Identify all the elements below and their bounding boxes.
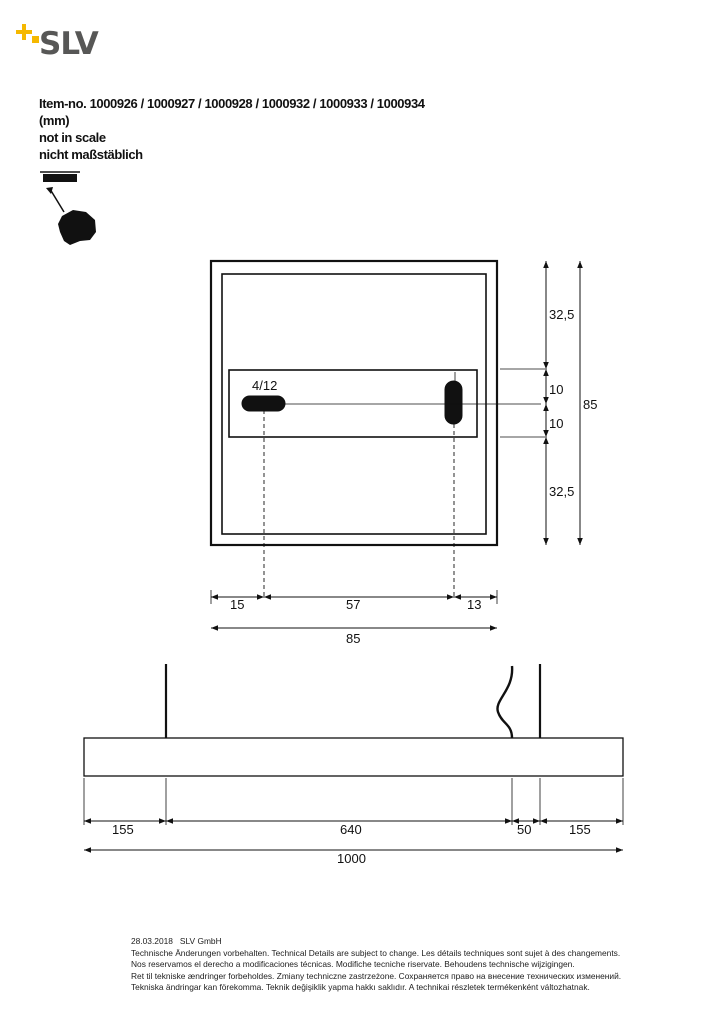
front-view	[211, 261, 545, 604]
hole-label: 4/12	[252, 378, 278, 393]
dim-mid-upper-10: 10	[549, 382, 564, 397]
not-to-scale-de-label: nicht maßstäblich	[39, 147, 143, 162]
unit-label: (mm)	[39, 113, 70, 128]
footer-company: SLV GmbH	[179, 936, 222, 946]
footer	[131, 936, 701, 994]
dim-side-50: 50	[517, 822, 532, 837]
item-number: Item-no. 1000926 / 1000927 / 1000928 / 1000932 / 1000933 / 1000934	[39, 96, 425, 111]
footer-line: Tekniska ändringar kan förekomma. Teknik değişiklik yapma hakkı saklıdır. A technikai részletek termékenként változhatnak.	[131, 982, 590, 993]
mounting-slot-vertical	[445, 381, 462, 424]
mounting-icon	[40, 172, 96, 245]
logo-text: SLV	[39, 26, 98, 62]
dim-side-left-155: 155	[112, 822, 134, 837]
side-view	[84, 664, 623, 825]
dim-middle-57: 57	[346, 597, 361, 612]
footer-line: Nos reservamos el derecho a modificaciones técnicas. Modifiche tecniche riservate. Behoudens technische wijzigingen.	[131, 959, 575, 970]
footer-date: 28.03.2018	[131, 936, 173, 946]
not-in-scale-label: not in scale	[39, 130, 106, 145]
footer-line: Ret til tekniske ændringer forbeholdes. Zmiany techniczne zastrzeżone. Сохраняется право на внесение технических изменений.	[131, 970, 622, 981]
dim-side-right-155: 155	[569, 822, 591, 837]
dim-top-32-5: 32,5	[549, 307, 575, 322]
power-cable	[497, 666, 512, 738]
dim-right-13: 13	[467, 597, 482, 612]
dim-bottom-32-5: 32,5	[549, 484, 575, 499]
dim-left-15: 15	[230, 597, 245, 612]
front-right-dimensions	[546, 261, 580, 545]
dim-width-85: 85	[346, 631, 361, 646]
footer-meta	[131, 936, 701, 948]
dim-mid-lower-10: 10	[549, 416, 564, 431]
luminaire-body	[84, 738, 623, 776]
dim-side-total-1000: 1000	[337, 851, 366, 866]
dim-side-middle-640: 640	[340, 822, 362, 837]
dim-height-85: 85	[583, 397, 598, 412]
footer-line: Technische Änderungen vorbehalten. Technical Details are subject to change. Les détails techniques sont sujet à des changements.	[131, 947, 621, 958]
mounting-slot-horizontal	[242, 396, 285, 411]
